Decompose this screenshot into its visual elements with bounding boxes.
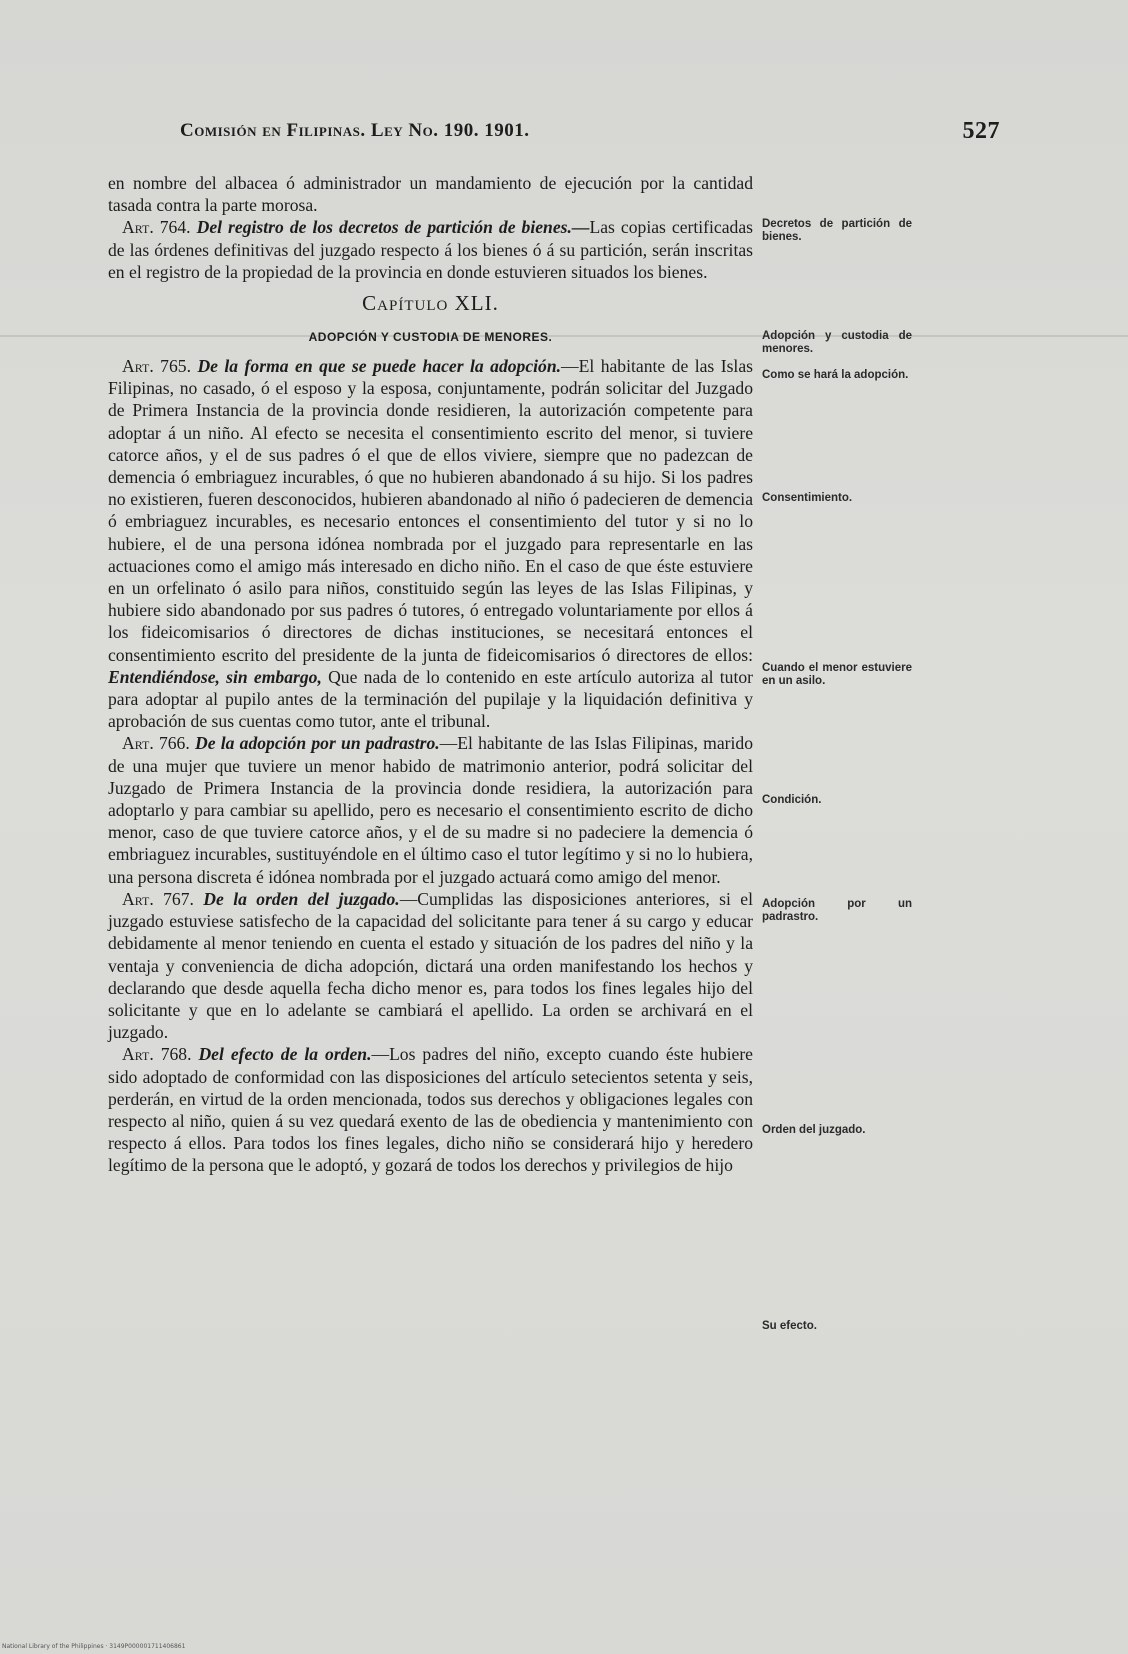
paragraph-continuation: en nombre del albacea ó administrador un mandamiento de ejecución por la cantidad tasada contra la parte morosa. — [108, 173, 753, 216]
side-note-condicion: Condición. — [762, 794, 822, 806]
side-note-decretos: Decretos de partición de bienes. — [762, 218, 912, 243]
article-title: De la orden del juzgado. — [203, 888, 400, 909]
side-note-consentimiento: Consentimiento. — [762, 492, 853, 504]
article-title: Del registro de los decretos de partición de bienes.— — [196, 217, 590, 238]
page-number: 527 — [962, 118, 1000, 144]
side-note-orden: Orden del juzgado. — [762, 1124, 866, 1136]
article-764 — [108, 216, 753, 283]
article-text: —Cumplidas las disposiciones anteriores, si el juzgado estuviese satisfecho de la capacidad del solicitante para tener á su cargo y educar debidamente al menor teniendo en cuenta el estado y situación de los padres del niño y la ventaja y conveniencia de dicha adopción, dictará una orden manifestando los hechos y declarando que desde aquella fecha dicho menor es, para todos los fines legales hijo del solicitante y que en lo adelante se cambiará el apellido. La orden se archivará en el juzgado. — [108, 888, 754, 1043]
article-title: Del efecto de la orden. — [198, 1044, 372, 1065]
main-text — [108, 172, 753, 1177]
article-text: —Los padres del niño, excepto cuando éste hubiere sido adoptado de conformidad con las disposiciones del artículo setecientos setenta y seis, perderán, en virtud de la orden mencionada, todos sus derechos y obligaciones legales con respecto al niño, quien á su vez quedará exento de las de obediencia y mantenimiento con respecto á ellos. Para todos los fines legales, dicho niño se considerará hijo y heredero legítimo de la persona que le adoptó, y gozará de todos los derechos y privilegios de hijo — [108, 1044, 753, 1176]
article-text: Las copias certificadas de las órdenes definitivas del juzgado respecto á los bienes ó á su partición, serán inscritas en el registro de la propiedad de la provincia en donde estuvieren situados los bienes. — [108, 217, 753, 282]
proviso-emphasis: Entendiéndose, sin embargo, — [108, 666, 322, 687]
scan-footer: National Library of the Philippines · 3149P000001711406861 — [2, 1643, 186, 1650]
article-label: Art. 764. — [122, 217, 191, 238]
article-766 — [108, 732, 753, 887]
side-note-efecto: Su efecto. — [762, 1320, 817, 1332]
chapter-subtitle: ADOPCIÓN Y CUSTODIA DE MENORES. — [308, 330, 553, 345]
article-label: Art. 766. — [122, 733, 190, 754]
article-text: —El habitante de las Islas Filipinas, marido de una mujer que tuviere un menor habido de matrimonio anterior, podrá solicitar del Juzgado de Primera Instancia de la provincia donde residiera, la autorización para adoptarlo y para cambiar su apellido, pero es necesario el consentimiento escrito de dicho menor, caso de que tuviere catorce años, y el de su madre si no padeciere la demencia ó embriaguez incurables, sustituyéndole en el último caso el tutor legítimo y si no lo hubiera, una persona discreta é idónea nombrada por el juzgado actuará como amigo del menor. — [108, 733, 754, 887]
article-label: Art. 765. — [122, 356, 191, 377]
article-title: De la forma en que se puede hacer la adopción. — [197, 356, 562, 377]
article-768 — [108, 1043, 753, 1176]
article-title: De la adopción por un padrastro. — [195, 733, 440, 754]
running-title: Comisión en Filipinas. Ley No. 190. 1901. — [180, 120, 530, 141]
side-note-asilo: Cuando el menor estuviere en un asilo. — [762, 662, 912, 687]
chapter-title: Capítulo XLI. — [362, 291, 499, 316]
running-header — [180, 120, 1000, 142]
side-note-adopcion-custodia: Adopción y custodia de menores. — [762, 330, 912, 355]
article-label: Art. 768. — [122, 1044, 192, 1065]
article-text: —El habitante de las Islas Filipinas, no casado, ó el esposo y la esposa, conjuntamente, podrán solicitar del Juzgado de Primera Instancia de la provincia donde residieren, la autorización competente para adoptar á un niño. Al efecto se necesita el consentimiento escrito del menor, si tuviere catorce años, y el de sus padres ó el que de ellos viviere, siempre que no padezcan de demencia ó embriaguez incurables, ó que no hubieren abandonado á su hijo. Si los padres no existieren, fueren desconocidos, hubieren abandonado al niño ó padecieren de demencia ó embriaguez incurables, es necesario entonces el consentimiento del tutor y si no lo hubiere, el de una persona idónea nombrada por el juzgado para representarle en las actuaciones como el amigo más interesado en dicho niño. En el caso de que éste estuviere en un orfelinato ó asilo para niños, constituido según las leyes de las Islas Filipinas, y hubiere sido abandonado por sus padres ó tutores, ó entregado voluntariamente por ellos á los fideicomisarios ó directores de dichas instituciones, se necesitará entonces el consentimiento escrito del presidente de la junta de fideicomisarios ó directores de ellos: — [108, 356, 753, 665]
article-text-continued: Que nada de lo contenido en este artículo autoriza al tutor para adoptar al pupilo antes de la terminación del pupilaje y la liquidación definitiva y aprobación de sus cuentas como tutor, ante el tribunal. — [108, 666, 753, 732]
article-765 — [108, 355, 753, 732]
article-label: Art. 767. — [122, 888, 194, 909]
side-note-padrastro: Adopción por un padrastro. — [762, 898, 912, 923]
article-767 — [108, 888, 753, 1043]
side-note-como-adopcion: Como se hará la adopción. — [762, 369, 909, 381]
